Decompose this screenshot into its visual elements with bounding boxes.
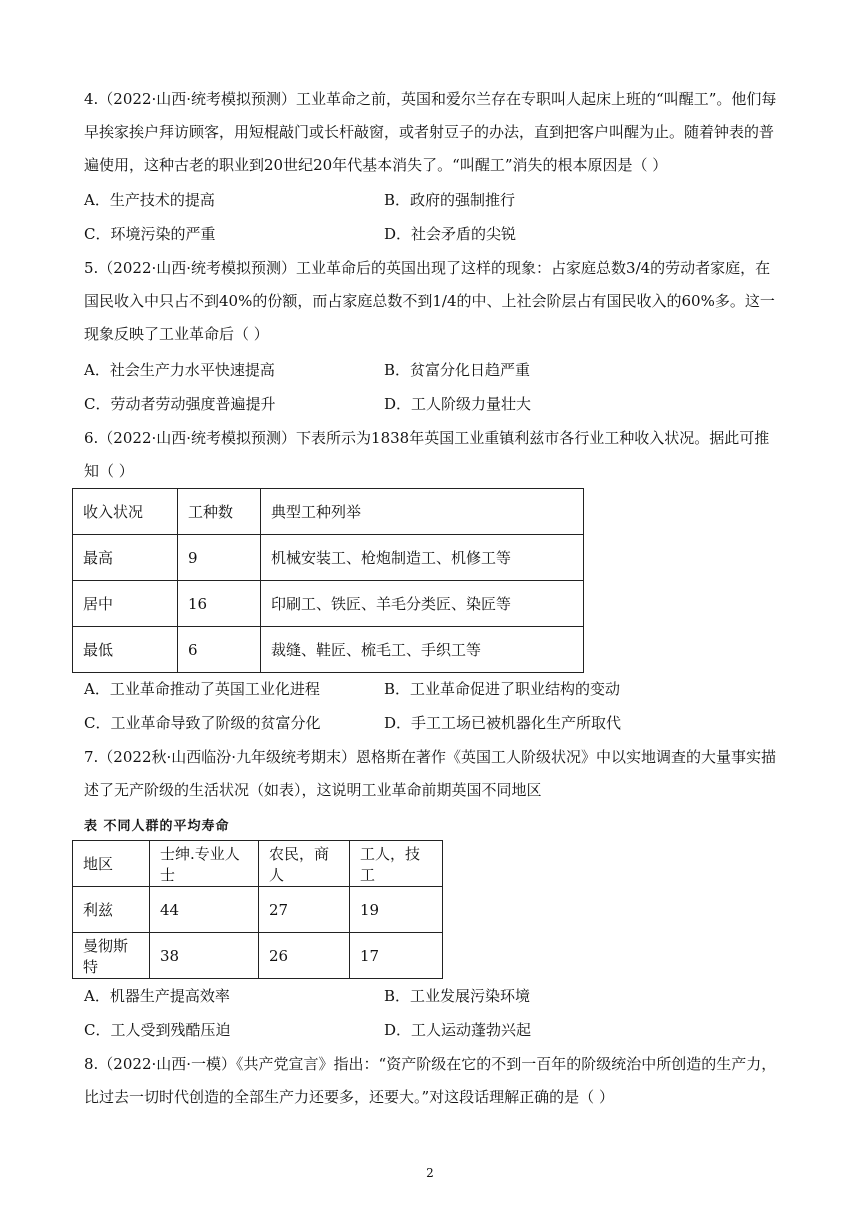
q5-option-b[interactable]: B．贫富分化日趋严重 <box>384 361 531 379</box>
table-header-row <box>73 489 584 535</box>
table-cell: 38 <box>150 933 259 979</box>
question-5-text: 5.（2022·山西·统考模拟预测）工业革命后的英国出现了这样的现象：占家庭总数3/4的劳动者家庭，在国民收入中只占不到40%的份额，而占家庭总数不到1/4的中、上社会阶层占有国民收入的60%多。这一现象反映了工业革命后（ ） <box>84 259 775 343</box>
q4-option-d[interactable]: D．社会矛盾的尖锐 <box>384 225 517 243</box>
life-expectancy-table <box>72 840 443 979</box>
q5-option-a[interactable]: A．社会生产力水平快速提高 <box>84 361 275 379</box>
table-header-row <box>73 841 443 887</box>
table-header-cell: 收入状况 <box>73 489 178 535</box>
table-caption: 表 不同人群的平均寿命 <box>84 819 230 834</box>
table-cell: 17 <box>350 933 443 979</box>
q5-option-c[interactable]: C．劳动者劳动强度普遍提升 <box>84 395 276 413</box>
table-cell: 6 <box>178 627 261 673</box>
table-row <box>73 535 584 581</box>
table-cell: 机械安装工、枪炮制造工、机修工等 <box>261 535 584 581</box>
q7-option-d[interactable]: D．工人运动蓬勃兴起 <box>384 1021 532 1039</box>
q7-option-b[interactable]: B．工业发展污染环境 <box>384 987 531 1005</box>
q6-option-d[interactable]: D．手工工场已被机器化生产所取代 <box>384 714 622 732</box>
table-header-cell: 典型工种列举 <box>261 489 584 535</box>
table-cell: 26 <box>259 933 350 979</box>
table-header-cell: 工人，技工 <box>350 841 443 887</box>
table-cell: 最低 <box>73 627 178 673</box>
table-cell: 裁缝、鞋匠、梳毛工、手织工等 <box>261 627 584 673</box>
table-row <box>73 933 443 979</box>
q4-option-b[interactable]: B．政府的强制推行 <box>384 191 516 209</box>
table-cell: 曼彻斯特 <box>73 933 150 979</box>
table-cell: 印刷工、铁匠、羊毛分类匠、染匠等 <box>261 581 584 627</box>
table-header-cell: 地区 <box>73 841 150 887</box>
table-cell: 44 <box>150 887 259 933</box>
q4-option-c[interactable]: C．环境污染的严重 <box>84 225 216 243</box>
table-header-cell: 士绅.专业人士 <box>150 841 259 887</box>
table-cell: 27 <box>259 887 350 933</box>
table-cell: 16 <box>178 581 261 627</box>
question-6-text: 6.（2022·山西·统考模拟预测）下表所示为1838年英国工业重镇利兹市各行业工种收入状况。据此可推知（ ） <box>84 429 770 480</box>
q6-option-a[interactable]: A．工业革命推动了英国工业化进程 <box>84 680 320 698</box>
q7-option-c[interactable]: C．工人受到残酷压迫 <box>84 1021 231 1039</box>
table-cell: 利兹 <box>73 887 150 933</box>
page-number: 2 <box>426 1166 434 1180</box>
income-table <box>72 488 584 673</box>
q6-option-c[interactable]: C．工业革命导致了阶级的贫富分化 <box>84 714 321 732</box>
q7-option-a[interactable]: A．机器生产提高效率 <box>84 987 230 1005</box>
table-cell: 居中 <box>73 581 178 627</box>
question-4-text: 4.（2022·山西·统考模拟预测）工业革命之前，英国和爱尔兰存在专职叫人起床上班的“叫醒工”。他们每早挨家挨户拜访顾客，用短棍敲门或长杆敲窗，或者射豆子的办法，直到把客户叫醒为止。随着钟表的普遍使用，这种古老的职业到20世纪20年代基本消失了。“叫醒工”消失的根本原因是（ ） <box>84 90 777 174</box>
q6-option-b[interactable]: B．工业革命促进了职业结构的变动 <box>384 680 621 698</box>
q5-option-d[interactable]: D．工人阶级力量壮大 <box>384 395 532 413</box>
table-cell: 最高 <box>73 535 178 581</box>
table-row <box>73 627 584 673</box>
table-cell: 9 <box>178 535 261 581</box>
q4-option-a[interactable]: A．生产技术的提高 <box>84 191 215 209</box>
question-8-text: 8.（2022·山西·一模）《共产党宣言》指出：“资产阶级在它的不到一百年的阶级统治中所创造的生产力，比过去一切时代创造的全部生产力还要多，还要大。”对这段话理解正确的是（ ） <box>84 1055 777 1106</box>
table-header-cell: 工种数 <box>178 489 261 535</box>
table-header-cell: 农民，商人 <box>259 841 350 887</box>
table-row <box>73 887 443 933</box>
table-cell: 19 <box>350 887 443 933</box>
table-row <box>73 581 584 627</box>
question-7-text: 7.（2022秋·山西临汾·九年级统考期末）恩格斯在著作《英国工人阶级状况》中以实地调查的大量事实描述了无产阶级的生活状况（如表），这说明工业革命前期英国不同地区 <box>84 748 777 799</box>
